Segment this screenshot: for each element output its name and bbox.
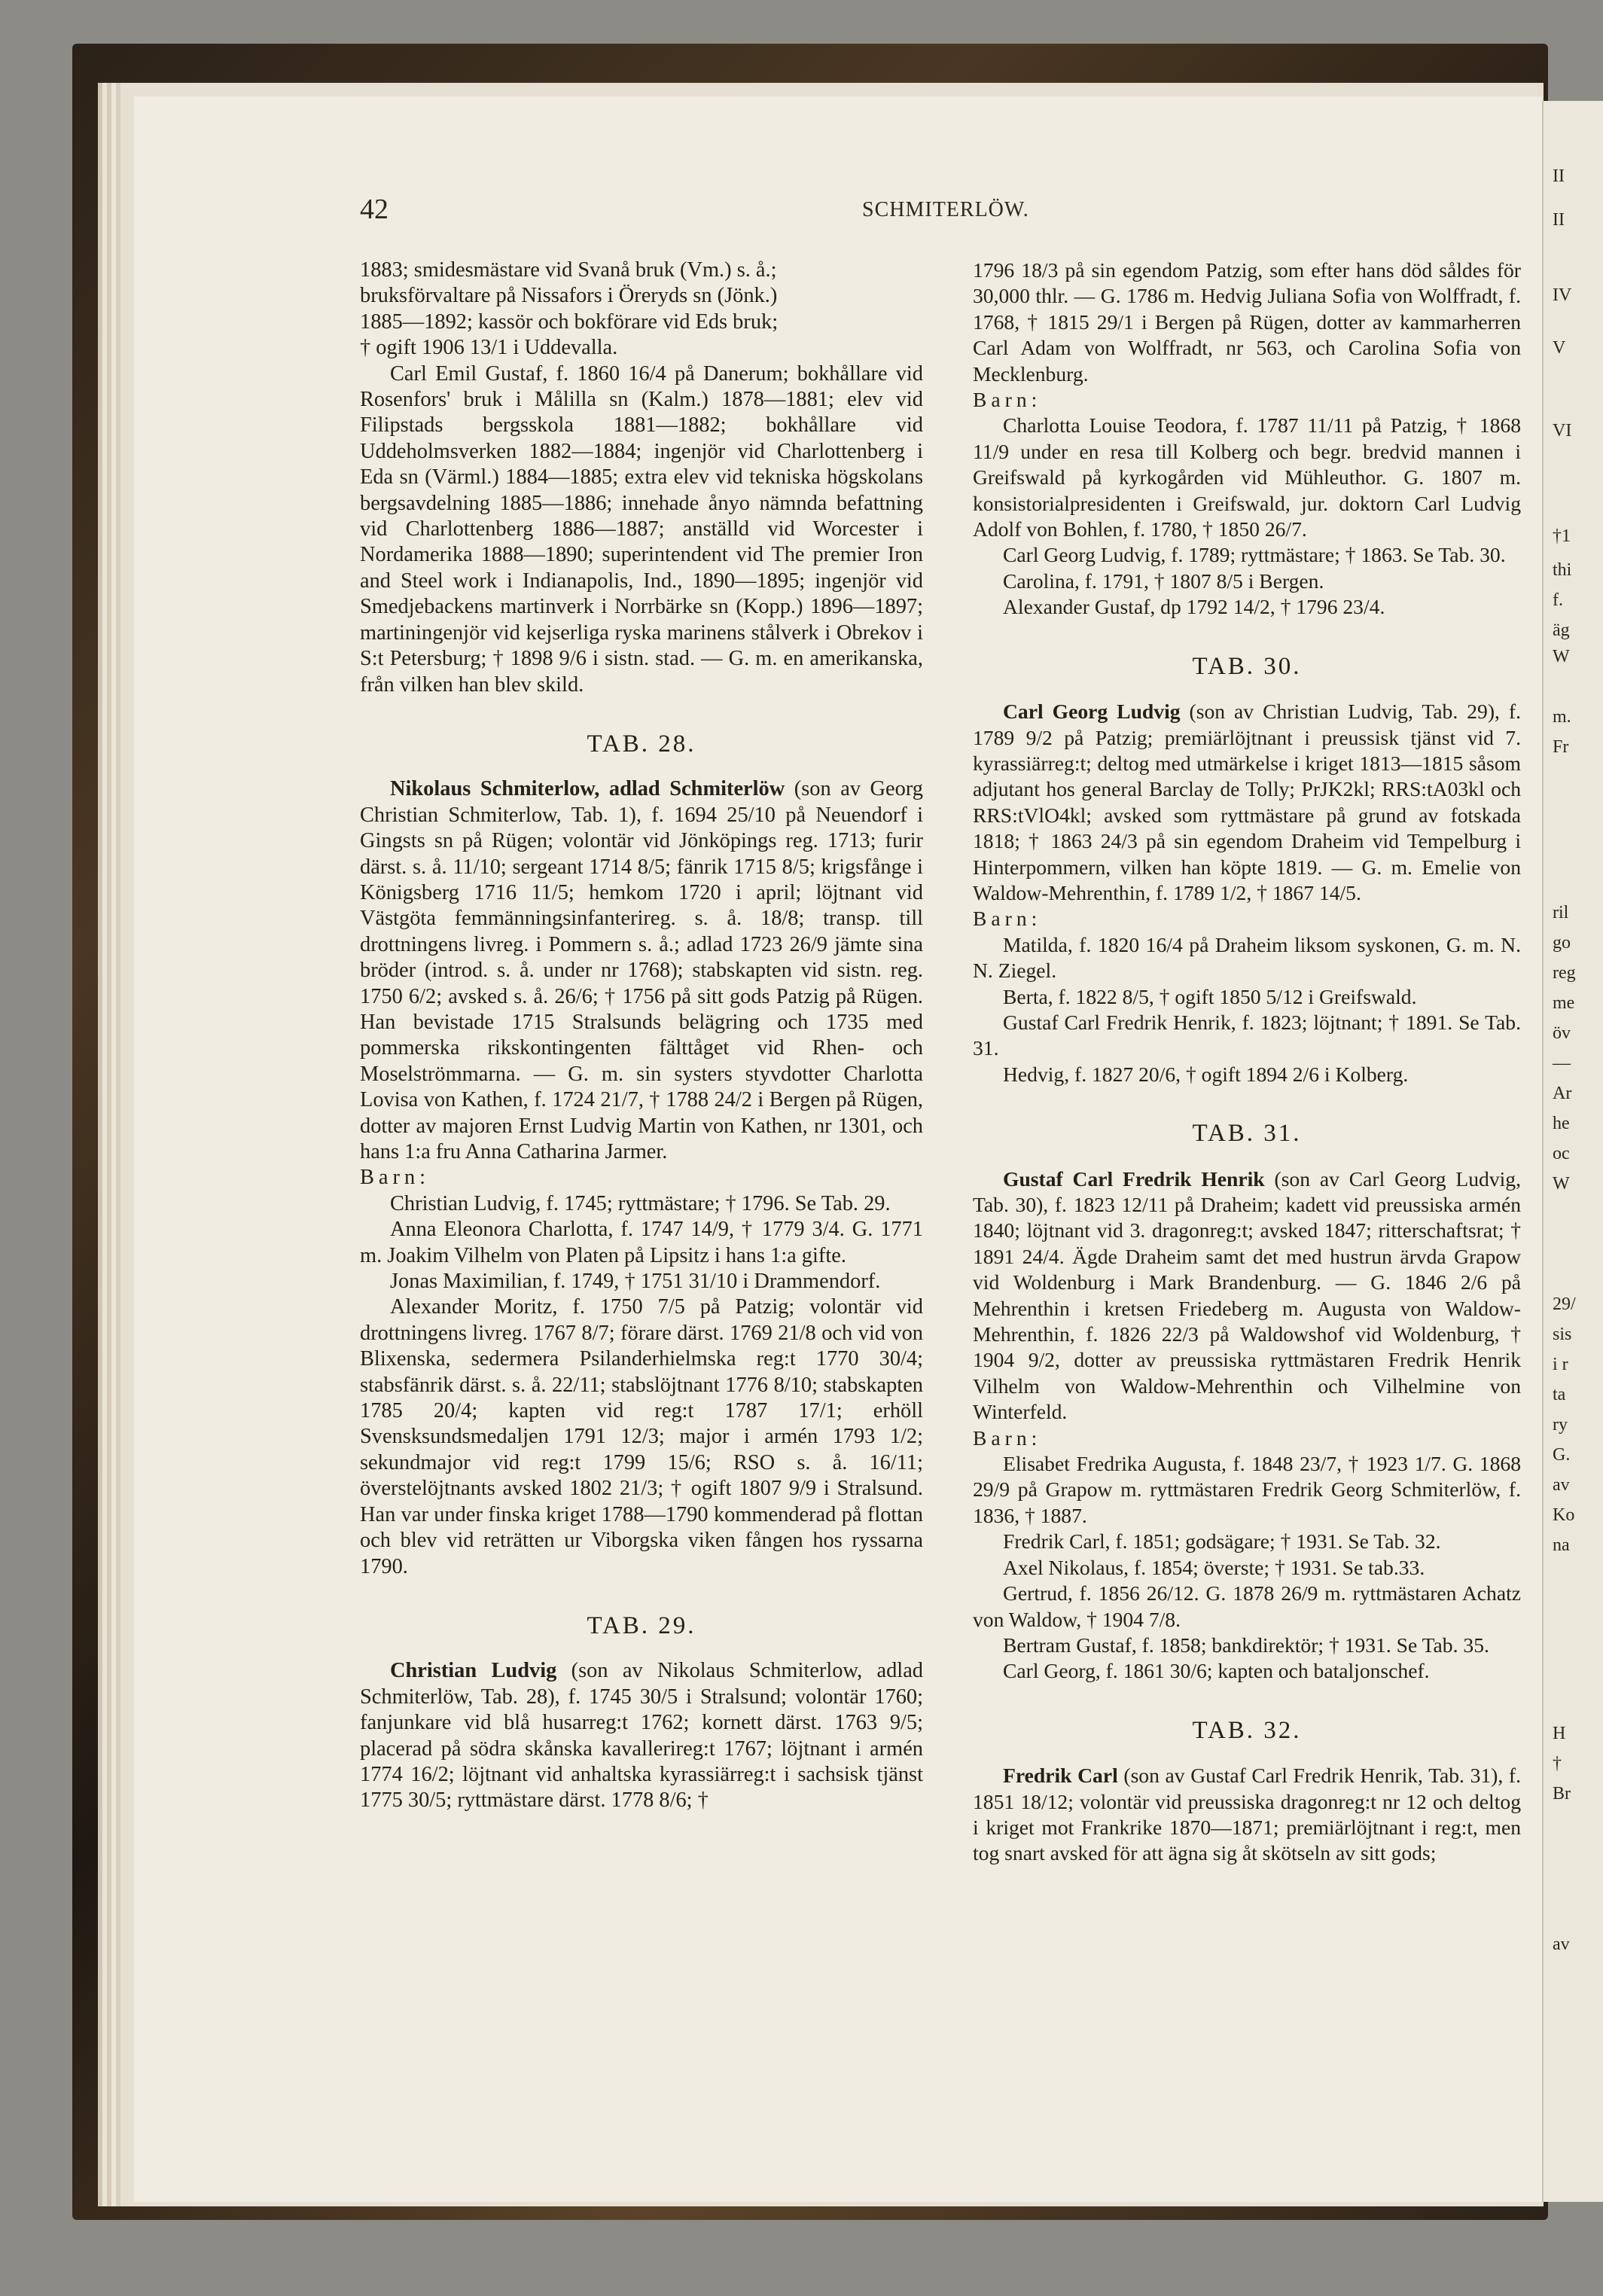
facing-page-fragment: V [1553, 338, 1566, 358]
tab-28-text: (son av Georg Christian Schmiterlow, Tab. 1), f. 1694 25/10 på Neuendorf i Gingsts sn på Rügen; volontär vid Jönköpings reg. 1713; furir därst. s. å. 11/10; sergeant 1714 8/5; fänrik 1715 8/5; krigsfånge i Königsberg 1716 11/5; hemkom 1720 i april; löjtnant vid Västgöta femmänningsinfanterireg. s. å. 18/8; transp. till drottningens livreg. i Pommern s. å.; adlad 1723 26/9 jämte sina bröder (introd. s. å. under nr 1768); stabskapten vid sistn. reg. 1750 6/2; avsked s. å. 26/6; † 1756 på sitt gods Patzig på Rügen. Han bevistade 1715 Stralsunds belägring och 1735 med pommerska rikskontingenten fälttåget vid Rhen- och Moselströmmarna. — G. m. sin systers styvdotter Charlotta Lovisa von Kathen, f. 1724 21/7, † 1788 24/2 i Bergen på Rügen, dotter av majoren Ernst Ludvig Martin von Kathen, nr 1301, och hans 1:a fru Anna Catharina Jarmer. [360, 777, 923, 1163]
child-entry: Gertrud, f. 1856 26/12. G. 1878 26/9 m. ryttmästaren Achatz von Waldow, † 1904 7/8. [973, 1581, 1521, 1631]
tab-29-text: (son av Nikolaus Schmiterlow, adlad Schmiterlöw, Tab. 28), f. 1745 30/5 i Stralsund; volontär 1760; fanjunkare vid blå husarreg:t 1762; kornett därst. 1763 9/5; placerad på södra skånska kavallerireg:t 1767; löjtnant i armén 1774 16/2; löjtnant vid anhaltska kyrassiärreg:t i sachsisk tjänst 1775 30/5; ryttmästare därst. 1778 8/6; † [360, 1659, 923, 1813]
tab-28-entry [360, 776, 923, 1165]
child-entry: Bertram Gustaf, f. 1858; bankdirektör; † 1931. Se Tab. 35. [1003, 1633, 1489, 1657]
facing-page-fragment: me [1553, 993, 1575, 1013]
tab-32-name: Fredrik Carl [1003, 1764, 1118, 1788]
barn-label: Barn: [360, 1166, 431, 1190]
right-column [973, 258, 1521, 1867]
barn-label: Barn: [973, 907, 1042, 931]
child-entry: Charlotta Louise Teodora, f. 1787 11/11 på Patzig, † 1868 11/9 under en resa till Kolberg och begr. bredvid mannen i Greifswald på kyrkogården vid Mühleuthor. G. 1807 m. konsistorialpresidenten i Greifswald, jur. doktorn Carl Ludvig Adolf von Bohlen, f. 1780, † 1850 26/7. [973, 413, 1521, 541]
child-entry: Alexander Gustaf, dp 1792 14/2, † 1796 23/4. [1003, 595, 1385, 619]
facing-page-fragment: öv [1553, 1023, 1571, 1043]
child-entry: Carolina, f. 1791, † 1807 8/5 i Bergen. [1003, 569, 1324, 593]
facing-page-fragment: Fr [1553, 737, 1569, 757]
facing-page-fragment: av [1553, 1475, 1570, 1495]
barn-label: Barn: [973, 1425, 1042, 1450]
tab-31-text: (son av Carl Georg Ludvig, Tab. 30), f. 1823 12/11 på Draheim; kadett vid preussiska armén 1840; löjtnant vid 3. dragonreg:t; avsked 1847; ritterschaftsrat; † 1891 24/4. Ägde Draheim samt det med hustrun ärvda Grapow vid Woldenburg i Mark Brandenburg. — G. 1846 2/6 på Mehrenthin i kretsen Friedeberg m. Augusta von Waldow-Mehrenthin, f. 1826 22/3 på Waldowshof vid Woldenburg, † 1904 9/2, dotter av preussiska ryttmästaren Fredrik Henrik Vilhelm von Waldow-Mehrenthin och Vilhelmine von Winterfeld. [973, 1166, 1521, 1424]
facing-page-edge [1542, 101, 1603, 2202]
tab-28-heading: TAB. 28. [587, 730, 696, 758]
child-entry: Axel Nikolaus, f. 1854; överste; † 1931. Se tab.33. [1003, 1555, 1425, 1579]
child-entry: Christian Ludvig, f. 1745; ryttmästare; † 1796. Se Tab. 29. [390, 1191, 891, 1215]
tab-31-heading: TAB. 31. [1192, 1120, 1302, 1148]
tab-32-entry [973, 1763, 1521, 1867]
tab-30-text: (son av Christian Ludvig, Tab. 29), f. 1789 9/2 på Patzig; premiärlöjtnant i preussisk tjänst vid 7. kyrassiärreg:t; deltog med utmärkelse i kriget 1813—1815 såsom adjutant hos general Barclay de Tolly; PrJK2kl; RRS:tA03kl och RRS:tVlO4kl; avsked som ryttmästare på grund av fotskada 1818; † 1863 24/3 på sin egendom Draheim vid Tempelburg i Hinterpommern, vilken han köpte 1819. — G. m. Emelie von Waldow-Mehrenthin, f. 1789 1/2, † 1867 14/5. [973, 700, 1521, 904]
barn-label: Barn: [973, 388, 1042, 412]
facing-page-fragment: ril [1553, 903, 1569, 922]
facing-page-fragment: W [1553, 1174, 1570, 1194]
tab-31-entry [973, 1166, 1521, 1425]
text-line: † ogift 1906 13/1 i Uddevalla. [360, 336, 618, 360]
tab-30-name: Carl Georg Ludvig [1003, 700, 1181, 724]
facing-page-fragment: †1 [1553, 526, 1571, 546]
facing-page-fragment: ta [1553, 1385, 1566, 1404]
facing-page-fragment: W [1553, 647, 1570, 666]
child-entry: Matilda, f. 1820 16/4 på Draheim liksom syskonen, G. m. N. N. Ziegel. [973, 932, 1521, 983]
facing-page-fragment: 29/ [1553, 1294, 1576, 1314]
child-entry: Alexander Moritz, f. 1750 7/5 på Patzig; volontär vid drottningens livreg. 1767 8/7; förare därst. 1769 21/8 och vid von Blixenska, sedermera Psilanderhielmska reg:t 1770 30/4; stabsfänrik därst. s. å. 22/11; stabslöjtnant 1776 8/10; stabskapten 1785 20/4; kapten vid reg:t 1787 17/1; erhöll Svensksundsmedaljen 1791 12/3; major i armén 1793 1/2; sekundmajor vid reg:t 1799 15/6; RSO s. å. 16/11; överstelöjtnants avsked 1802 21/3; † ogift 1807 9/9 i Stralsund. Han var under finska kriget 1788—1790 kommenderad på flottan och blev vid reträtten ur Viborgska viken fången hos ryssarna 1790. [360, 1295, 923, 1578]
facing-page-fragment: oc [1553, 1144, 1570, 1163]
child-entry: Hedvig, f. 1827 20/6, † ogift 1894 2/6 i Kolberg. [1003, 1062, 1409, 1086]
child-entry: Gustaf Carl Fredrik Henrik, f. 1823; löjtnant; † 1891. Se Tab. 31. [973, 1010, 1521, 1060]
child-entry: Jonas Maximilian, f. 1749, † 1751 31/10 i Drammendorf. [390, 1270, 881, 1294]
facing-page-fragment: he [1553, 1114, 1570, 1133]
facing-page-fragment: av [1553, 1935, 1570, 1954]
child-entry: Carl Georg Ludvig, f. 1789; ryttmästare; † 1863. Se Tab. 30. [1003, 543, 1506, 567]
facing-page-fragment: G. [1553, 1445, 1571, 1465]
text-line: bruksförvaltare på Nissafors i Öreryds sn (Jönk.) [360, 284, 778, 308]
tab-32-text: (son av Gustaf Carl Fredrik Henrik, Tab. 31), f. 1851 18/12; volontär vid preussiska dragonreg:t nr 12 och deltog i kriget mot Frankrike 1870—1871; premiärlöjtnant i reg:t, men tog snart avsked för att ägna sig åt skötseln av sitt gods; [973, 1764, 1521, 1865]
page-number: 42 [360, 194, 389, 225]
child-entry: Berta, f. 1822 8/5, † ogift 1850 5/12 i Greifswald. [1003, 984, 1417, 1008]
facing-page-fragment: go [1553, 933, 1571, 953]
tab-30-entry [973, 699, 1521, 906]
facing-page-fragment: Br [1553, 1784, 1571, 1804]
tab-29-entry [360, 1658, 923, 1813]
tab-29-heading: TAB. 29. [587, 1611, 696, 1639]
facing-page-fragment: na [1553, 1535, 1570, 1555]
facing-page-fragment: — [1553, 1053, 1571, 1073]
facing-page-fragment: Ar [1553, 1084, 1572, 1103]
tab-31-name: Gustaf Carl Fredrik Henrik [1003, 1166, 1265, 1191]
facing-page-fragment: m. [1553, 707, 1571, 727]
child-entry: Fredrik Carl, f. 1851; godsägare; † 1931. Se Tab. 32. [1003, 1529, 1441, 1554]
child-entry: Carl Georg, f. 1861 30/6; kapten och bataljonschef. [1003, 1659, 1430, 1683]
child-entry: Elisabet Fredrika Augusta, f. 1848 23/7, † 1923 1/7. G. 1868 29/9 på Grapow m. ryttmästaren Fredrik Georg Schmiterlöw, f. 1836, † 1887. [973, 1452, 1521, 1527]
facing-page-fragment: ry [1553, 1415, 1568, 1435]
text-line: 1885—1892; kassör och bokförare vid Eds bruk; [360, 309, 779, 334]
child-entry: Anna Eleonora Charlotta, f. 1747 14/9, † 1779 3/4. G. 1771 m. Joakim Vilhelm von Platen på Lipsitz i hans 1:a gifte. [360, 1218, 923, 1267]
facing-page-fragment: Ko [1553, 1505, 1575, 1525]
facing-page-fragment: f. [1553, 590, 1563, 610]
facing-page-fragment: H [1553, 1724, 1566, 1743]
facing-page-fragment: äg [1553, 620, 1570, 640]
entry-carl-emil: Carl Emil Gustaf, f. 1860 16/4 på Danerum; bokhållare vid Rosenfors' bruk i Målilla sn (Kalm.) 1878—1881; elev vid Filipstads bergsskola 1881—1882; bokhållare vid Uddeholmsverken 1882—1884; ingenjör vid Charlottenberg i Eda sn (Värml.) 1884—1885; extra elev vid tekniska högskolans bergsavdelning 1885—1886; innehade ånyo nämnda befattning vid Charlottenberg 1886—1887; anställd vid Worcester i Nordamerika 1888—1890; superintendent vid The premier Iron and Steel work i Indianapolis, Ind., 1890—1895; ingenjör vid Smedjebackens martinverk i Norrbärke sn (Kopp.) 1896—1897; martiningenjör vid kejserliga ryska marinens stålverk i Obrekov i S:t Petersburg; † 1898 9/6 i sistn. stad. — G. m. en amerikanska, från vilken han blev skild. [360, 361, 923, 697]
facing-page-fragment: II [1553, 210, 1565, 230]
facing-page-fragment: IV [1553, 285, 1572, 305]
facing-page-fragment: † [1553, 1754, 1562, 1773]
tab-29-name: Christian Ludvig [390, 1659, 557, 1683]
facing-page-fragment: VI [1553, 421, 1572, 441]
facing-page-fragment: II [1553, 166, 1565, 186]
facing-page-fragment: sis [1553, 1325, 1572, 1344]
facing-page-fragment: thi [1553, 560, 1572, 580]
tab-28-name: Nikolaus Schmiterlow, adlad Schmiterlöw [390, 777, 785, 801]
running-head: SCHMITERLÖW. [862, 198, 1029, 221]
facing-page-fragment: i r [1553, 1355, 1568, 1374]
continued-text: 1796 18/3 på sin egendom Patzig, som efter hans död såldes för 30,000 thlr. — G. 1786 m. Hedvig Juliana Sofia von Wolffradt, f. 1768, † 1815 29/1 i Bergen på Rügen, dotter av kammarherren Carl Adam von Wolffradt, nr 563, och Carolina Sofia von Mecklenburg. [973, 258, 1521, 386]
tab-32-heading: TAB. 32. [1192, 1716, 1302, 1744]
facing-page-fragment: reg [1553, 963, 1576, 983]
tab-30-heading: TAB. 30. [1192, 652, 1302, 680]
left-column [360, 258, 923, 1814]
text-line: 1883; smidesmästare vid Svanå bruk (Vm.) s. å.; [360, 258, 777, 282]
